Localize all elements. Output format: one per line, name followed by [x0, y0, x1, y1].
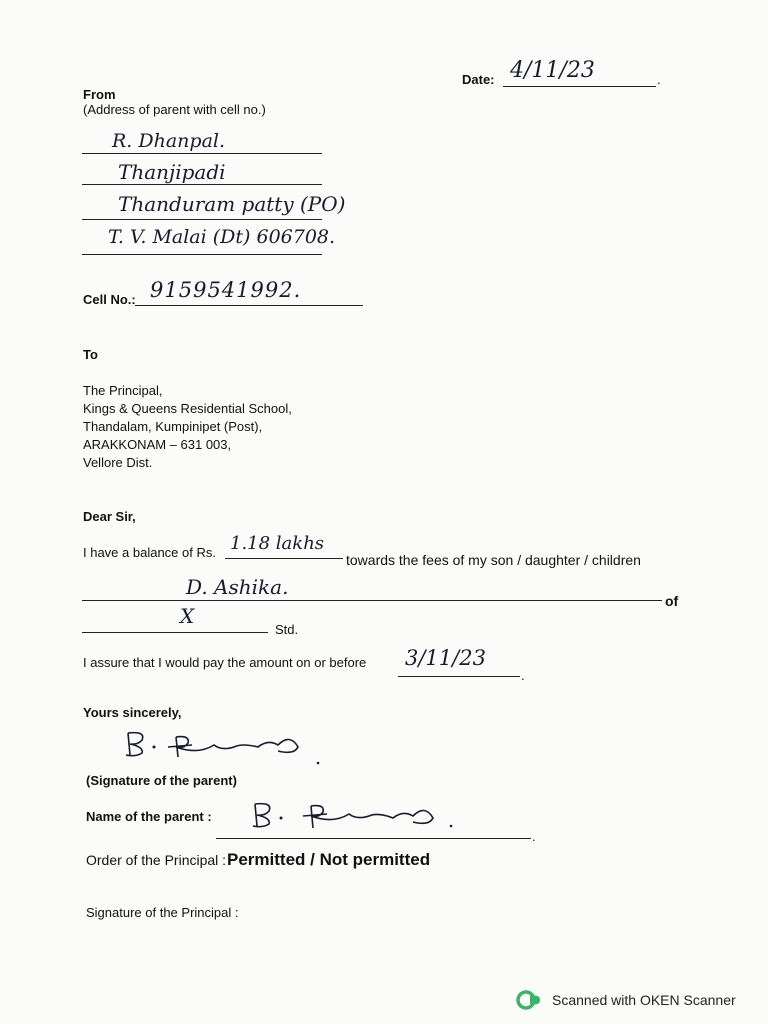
child-name: D. Ashika. — [186, 575, 289, 599]
to-heading: To — [83, 347, 98, 362]
of-label: of — [665, 593, 679, 609]
parent-name-label: Name of the parent : — [86, 809, 212, 824]
date-label: Date: — [462, 72, 495, 87]
balance-suffix: towards the fees of my son / daughter / children — [346, 552, 641, 568]
cell-value: 9159541992. — [150, 278, 302, 302]
parent-signature — [118, 725, 328, 770]
yours-sincerely: Yours sincerely, — [83, 705, 182, 720]
oken-scanner-icon — [516, 990, 544, 1010]
address-underline-3 — [82, 219, 322, 220]
address-underline-1 — [82, 153, 322, 154]
balance-prefix: I have a balance of Rs. — [83, 545, 216, 560]
address-underline-4 — [82, 254, 322, 255]
assure-dot: . — [521, 668, 525, 683]
child-name-underline — [82, 600, 662, 601]
address-line-1: R. Dhanpal. — [112, 130, 226, 152]
order-label: Order of the Principal : — [86, 852, 227, 868]
scanner-watermark — [516, 990, 736, 1010]
parent-name-handwriting — [245, 798, 475, 838]
address-line-2: Thanjipadi — [118, 160, 226, 184]
from-subheading: (Address of parent with cell no.) — [83, 102, 266, 117]
date-value: 4/11/23 — [510, 58, 595, 83]
from-heading: From — [83, 87, 116, 102]
to-line-5: Vellore Dist. — [83, 455, 153, 470]
parent-name-dot: . — [532, 829, 536, 844]
signature-label: (Signature of the parent) — [86, 773, 237, 788]
balance-amount-underline — [225, 558, 343, 559]
date-dot: . — [657, 72, 661, 87]
assure-text: I assure that I would pay the amount on or before — [83, 655, 367, 670]
to-line-1: The Principal, — [83, 383, 163, 398]
std-underline — [82, 632, 268, 633]
assure-date: 3/11/23 — [405, 646, 486, 670]
salutation: Dear Sir, — [83, 509, 136, 524]
to-line-4: ARAKKONAM – 631 003, — [83, 437, 232, 452]
to-line-3: Thandalam, Kumpinipet (Post), — [83, 419, 263, 434]
balance-amount: 1.18 lakhs — [230, 533, 325, 554]
order-value: Permitted / Not permitted — [227, 850, 431, 869]
principal-signature-label: Signature of the Principal : — [86, 905, 239, 920]
address-line-3: Thanduram patty (PO) — [118, 192, 346, 216]
scanner-text: Scanned with OKEN Scanner — [552, 992, 736, 1008]
to-line-2: Kings & Queens Residential School, — [83, 401, 292, 416]
date-underline — [503, 86, 656, 87]
parent-name-underline — [216, 838, 531, 839]
std-value: X — [180, 604, 195, 628]
std-label: Std. — [275, 622, 299, 637]
cell-label: Cell No.: — [83, 292, 136, 307]
assure-date-underline — [398, 676, 520, 677]
cell-underline — [135, 305, 363, 306]
address-underline-2 — [82, 184, 322, 185]
address-line-4: T. V. Malai (Dt) 606708. — [108, 226, 336, 248]
